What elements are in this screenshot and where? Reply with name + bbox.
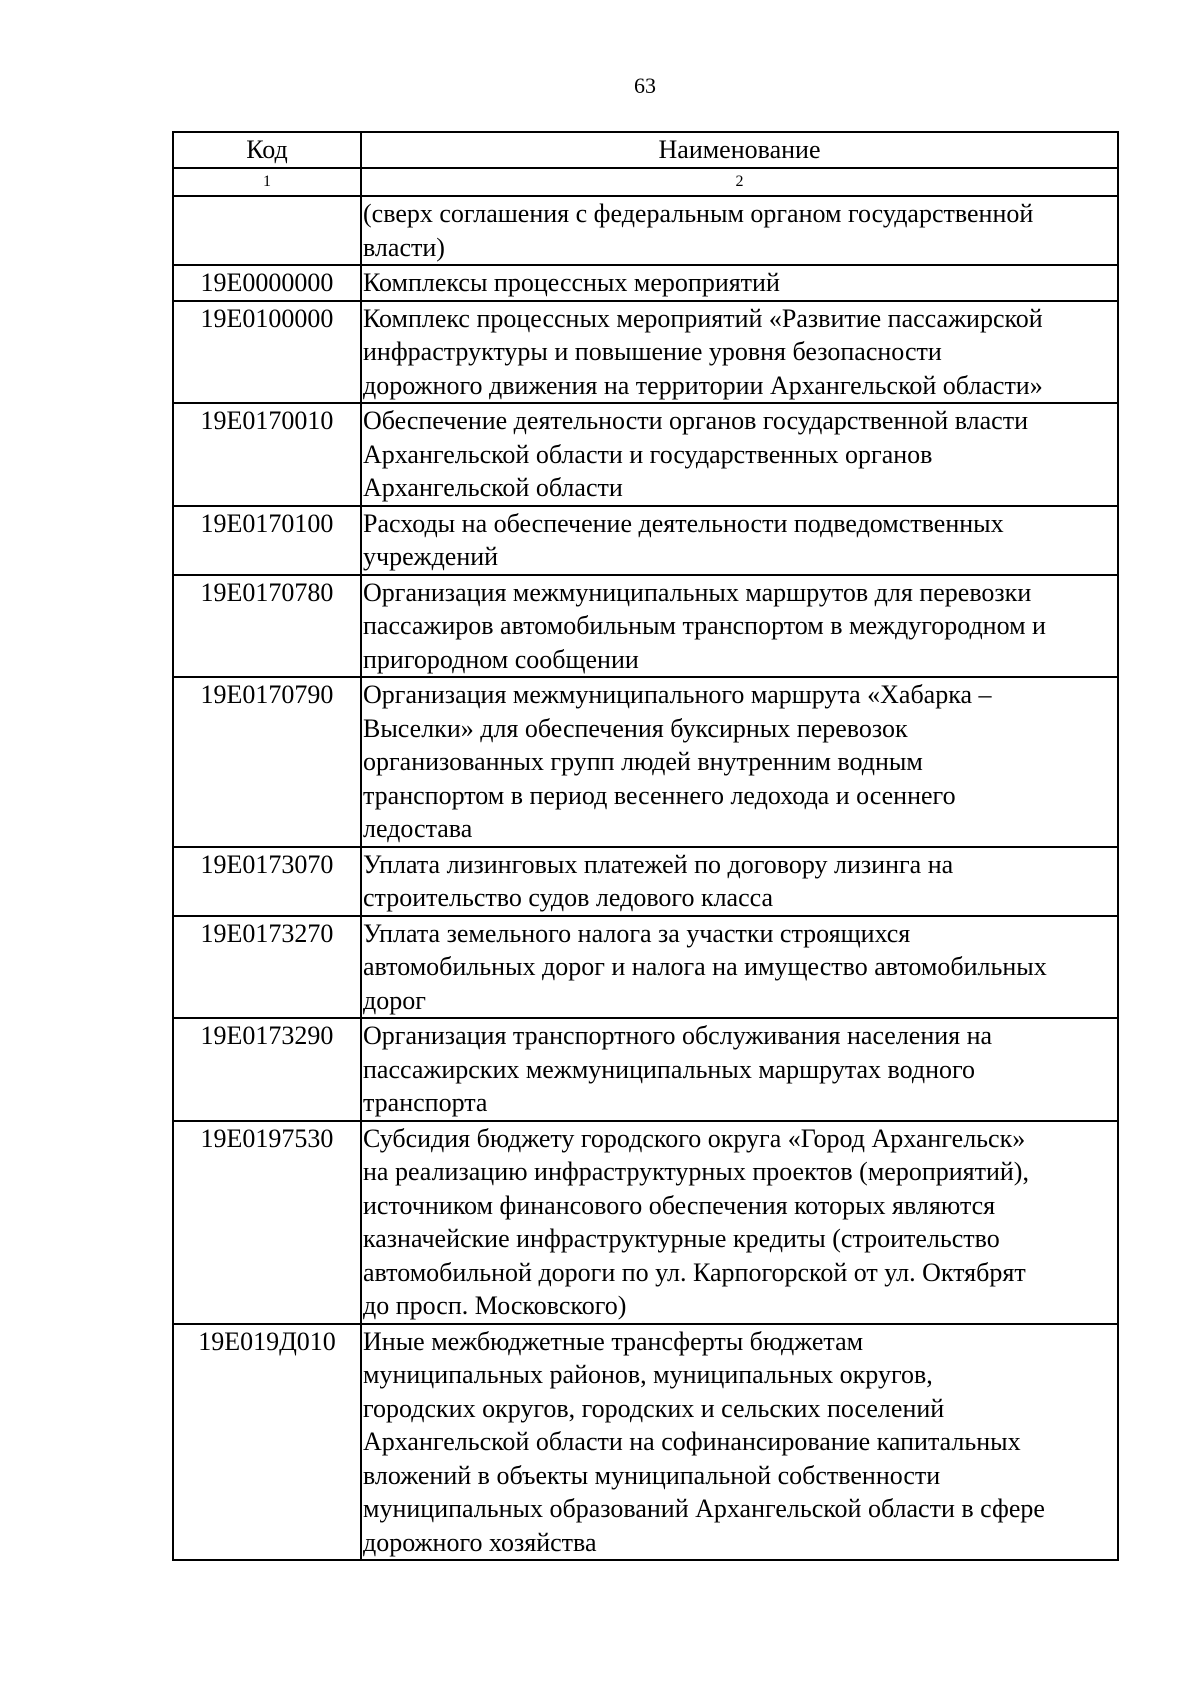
row-name: Организация межмуниципальных маршрутов для перевозки пассажиров автомобильным транспортом в междугородном и пригородном сообщении	[361, 575, 1118, 678]
row-name: Комплексы процессных мероприятий	[361, 265, 1118, 301]
page-number: 63	[634, 73, 656, 98]
row-code: 19Е0100000	[173, 301, 361, 404]
row-name: (сверх соглашения с федеральным органом государственной власти)	[361, 196, 1118, 265]
row-code: 19Е0170790	[173, 677, 361, 847]
code-column-number: 1	[173, 168, 361, 196]
row-name: Уплата лизинговых платежей по договору лизинга на строительство судов ледового класса	[361, 847, 1118, 916]
row-name: Субсидия бюджету городского округа «Город Архангельск» на реализацию инфраструктурных проектов (мероприятий), источником финансового обеспечения которых являются казначейские инфраструктурные кредиты (строительство автомобильной дороги по ул. Карпогорской от ул. Октябрят до просп. Московского)	[361, 1121, 1118, 1324]
row-name: Организация транспортного обслуживания населения на пассажирских межмуниципальных маршрутах водного транспорта	[361, 1018, 1118, 1121]
table-row	[173, 403, 1118, 506]
row-name: Обеспечение деятельности органов государственной власти Архангельской области и государственных органов Архангельской области	[361, 403, 1118, 506]
row-code: 19Е0173270	[173, 916, 361, 1019]
name-column-number: 2	[361, 168, 1118, 196]
row-code: 19Е0170100	[173, 506, 361, 575]
table-body	[173, 196, 1118, 1560]
table-row	[173, 506, 1118, 575]
budget-code-table	[172, 131, 1119, 1561]
row-name: Уплата земельного налога за участки строящихся автомобильных дорог и налога на имущество автомобильных дорог	[361, 916, 1118, 1019]
table-row	[173, 1121, 1118, 1324]
table-header	[173, 132, 1118, 196]
row-code: 19Е0197530	[173, 1121, 361, 1324]
table-row	[173, 916, 1118, 1019]
row-name: Комплекс процессных мероприятий «Развитие пассажирской инфраструктуры и повышение уровня безопасности дорожного движения на территории Архангельской области»	[361, 301, 1118, 404]
table-row	[173, 1324, 1118, 1561]
row-name: Организация межмуниципального маршрута «Хабарка – Выселки» для обеспечения буксирных перевозок организованных групп людей внутренним водным транспортом в период весеннего ледохода и осеннего ледостава	[361, 677, 1118, 847]
row-code: 19Е0170780	[173, 575, 361, 678]
code-column-header: Код	[173, 132, 361, 168]
row-code	[173, 196, 361, 265]
table-row	[173, 265, 1118, 301]
table-row	[173, 1018, 1118, 1121]
row-name: Расходы на обеспечение деятельности подведомственных учреждений	[361, 506, 1118, 575]
row-code: 19Е0170010	[173, 403, 361, 506]
name-column-header: Наименование	[361, 132, 1118, 168]
table-row	[173, 196, 1118, 265]
row-name: Иные межбюджетные трансферты бюджетам муниципальных районов, муниципальных округов, городских округов, городских и сельских поселений Архангельской области на софинансирование капитальных вложений в объекты муниципальной собственности муниципальных образований Архангельской области в сфере дорожного хозяйства	[361, 1324, 1118, 1561]
row-code: 19Е0173070	[173, 847, 361, 916]
row-code: 19Е019Д010	[173, 1324, 361, 1561]
table-row	[173, 575, 1118, 678]
table-row	[173, 677, 1118, 847]
table-row	[173, 301, 1118, 404]
header-row	[173, 132, 1118, 168]
table-row	[173, 847, 1118, 916]
column-number-row	[173, 168, 1118, 196]
row-code: 19Е0000000	[173, 265, 361, 301]
row-code: 19Е0173290	[173, 1018, 361, 1121]
